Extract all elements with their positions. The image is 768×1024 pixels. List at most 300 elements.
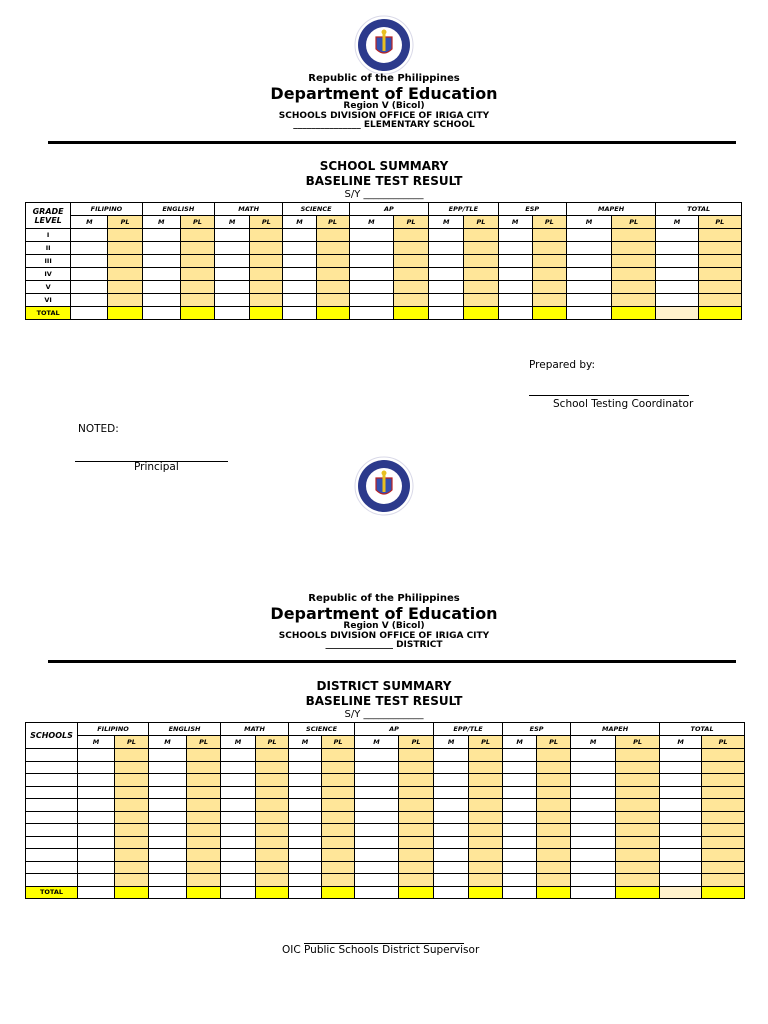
total-m-cell xyxy=(215,307,250,320)
pl-cell xyxy=(702,874,745,887)
m-cell xyxy=(78,786,115,799)
pl-cell xyxy=(616,861,660,874)
total-pl-cell xyxy=(399,886,434,899)
m-cell xyxy=(656,294,698,307)
m-cell xyxy=(355,774,399,787)
table-row xyxy=(26,874,745,887)
pl-header: PL xyxy=(180,216,214,229)
m-cell xyxy=(78,849,115,862)
pl-cell xyxy=(115,836,149,849)
pl-cell xyxy=(393,242,428,255)
pl-cell xyxy=(464,281,498,294)
pl-cell xyxy=(322,799,355,812)
m-cell xyxy=(349,268,393,281)
subject-header: TOTAL xyxy=(656,203,742,216)
supervisor-label: OIC Public Schools District Supervisor xyxy=(282,944,480,956)
m-cell xyxy=(503,811,537,824)
m-header: M xyxy=(566,216,611,229)
m-header: M xyxy=(149,736,187,749)
pl-cell xyxy=(532,242,566,255)
pl-header: PL xyxy=(108,216,142,229)
m-cell xyxy=(78,761,115,774)
pl-cell xyxy=(250,268,283,281)
m-cell xyxy=(142,268,180,281)
pl-cell xyxy=(532,229,566,242)
pl-header: PL xyxy=(256,736,289,749)
m-header: M xyxy=(571,736,616,749)
table-row xyxy=(26,761,745,774)
pl-cell xyxy=(256,861,289,874)
m-cell xyxy=(434,799,469,812)
pl-cell xyxy=(616,849,660,862)
pl-cell xyxy=(698,294,741,307)
pl-cell xyxy=(469,786,503,799)
pl-cell xyxy=(180,281,214,294)
m-cell xyxy=(349,294,393,307)
m-header: M xyxy=(355,736,399,749)
m-header: M xyxy=(71,216,108,229)
m-cell xyxy=(215,268,250,281)
m-cell xyxy=(503,774,537,787)
total-m-cell xyxy=(503,886,537,899)
m-cell xyxy=(283,255,316,268)
table-row xyxy=(26,268,742,281)
pl-cell xyxy=(316,255,349,268)
header-row xyxy=(26,723,745,736)
pl-cell xyxy=(537,811,571,824)
subject-header: MATH xyxy=(215,203,283,216)
pl-cell xyxy=(702,849,745,862)
table-row xyxy=(26,281,742,294)
total-m-cell xyxy=(142,307,180,320)
m-cell xyxy=(355,761,399,774)
m-cell xyxy=(289,799,322,812)
m-cell xyxy=(503,849,537,862)
m-cell xyxy=(571,786,616,799)
pl-cell xyxy=(399,836,434,849)
m-cell xyxy=(503,799,537,812)
subject-header: EPP/TLE xyxy=(429,203,498,216)
pl-cell xyxy=(322,849,355,862)
m-cell xyxy=(289,761,322,774)
pl-cell xyxy=(316,268,349,281)
m-cell xyxy=(215,229,250,242)
row-label xyxy=(26,799,78,812)
subject-header: ENGLISH xyxy=(149,723,221,736)
pl-cell xyxy=(612,281,656,294)
republic-label: Republic of the Philippines xyxy=(308,73,460,84)
pl-cell xyxy=(399,761,434,774)
m-cell xyxy=(221,824,256,837)
m-cell xyxy=(355,824,399,837)
subject-header: TOTAL xyxy=(660,723,745,736)
subheader-row xyxy=(26,216,742,229)
republic-label: Republic of the Philippines xyxy=(308,593,460,604)
pl-cell xyxy=(698,255,741,268)
deped-seal-icon xyxy=(354,456,414,516)
total-m-cell xyxy=(566,307,611,320)
m-cell xyxy=(660,849,702,862)
subject-header: MATH xyxy=(221,723,289,736)
row-label xyxy=(26,774,78,787)
m-cell xyxy=(289,749,322,762)
pl-cell xyxy=(250,294,283,307)
pl-cell xyxy=(187,786,221,799)
pl-cell xyxy=(537,874,571,887)
m-cell xyxy=(503,761,537,774)
m-cell xyxy=(571,749,616,762)
pl-cell xyxy=(250,229,283,242)
pl-cell xyxy=(108,294,142,307)
m-cell xyxy=(289,786,322,799)
subject-header: AP xyxy=(355,723,434,736)
row-label xyxy=(26,786,78,799)
pl-cell xyxy=(399,774,434,787)
pl-cell xyxy=(316,294,349,307)
pl-cell xyxy=(115,786,149,799)
pl-cell xyxy=(537,824,571,837)
pl-header: PL xyxy=(464,216,498,229)
m-cell xyxy=(149,824,187,837)
table-row xyxy=(26,242,742,255)
m-cell xyxy=(566,255,611,268)
pl-cell xyxy=(399,799,434,812)
total-m-cell xyxy=(71,307,108,320)
m-header: M xyxy=(289,736,322,749)
pl-cell xyxy=(256,811,289,824)
m-cell xyxy=(149,874,187,887)
pl-cell xyxy=(115,774,149,787)
pl-cell xyxy=(316,242,349,255)
pl-cell xyxy=(399,861,434,874)
pl-cell xyxy=(316,281,349,294)
pl-cell xyxy=(393,229,428,242)
pl-cell xyxy=(616,786,660,799)
pl-cell xyxy=(256,824,289,837)
total-pl-cell xyxy=(532,307,566,320)
school-summary-subtitle: BASELINE TEST RESULT xyxy=(305,174,463,188)
row-label xyxy=(26,836,78,849)
row-label xyxy=(26,749,78,762)
m-cell xyxy=(78,811,115,824)
pl-cell xyxy=(532,255,566,268)
m-cell xyxy=(571,861,616,874)
pl-header: PL xyxy=(322,736,355,749)
deped-seal-icon xyxy=(354,15,414,75)
pl-cell xyxy=(187,824,221,837)
table-row xyxy=(26,824,745,837)
pl-cell xyxy=(108,268,142,281)
pl-cell xyxy=(469,811,503,824)
department-title: Department of Education xyxy=(270,603,498,623)
m-cell xyxy=(71,255,108,268)
row-label xyxy=(26,824,78,837)
pl-cell xyxy=(537,749,571,762)
total-pl-cell xyxy=(108,307,142,320)
m-cell xyxy=(660,749,702,762)
school-year-field: S/Y ____________ xyxy=(344,709,424,720)
region-label: Region V (Bicol) xyxy=(343,621,425,632)
total-m-cell xyxy=(656,307,698,320)
pl-header: PL xyxy=(698,216,741,229)
m-cell xyxy=(660,874,702,887)
pl-cell xyxy=(108,255,142,268)
m-cell xyxy=(434,786,469,799)
pl-cell xyxy=(399,786,434,799)
pl-cell xyxy=(187,761,221,774)
m-cell xyxy=(78,774,115,787)
m-cell xyxy=(434,824,469,837)
m-cell xyxy=(283,281,316,294)
m-header: M xyxy=(142,216,180,229)
total-m-cell xyxy=(660,886,702,899)
department-title: Department of Education xyxy=(270,83,498,103)
pl-cell xyxy=(322,749,355,762)
total-m-cell xyxy=(355,886,399,899)
pl-cell xyxy=(115,874,149,887)
pl-cell xyxy=(180,255,214,268)
m-cell xyxy=(566,242,611,255)
table-row xyxy=(26,294,742,307)
row-label xyxy=(26,811,78,824)
pl-cell xyxy=(322,786,355,799)
subject-header: SCIENCE xyxy=(283,203,349,216)
total-m-cell xyxy=(434,886,469,899)
pl-cell xyxy=(250,242,283,255)
school-year-field: S/Y ____________ xyxy=(344,189,424,200)
pl-cell xyxy=(256,786,289,799)
m-cell xyxy=(355,874,399,887)
total-pl-cell xyxy=(616,886,660,899)
m-header: M xyxy=(221,736,256,749)
pl-cell xyxy=(537,861,571,874)
header-divider xyxy=(48,660,736,663)
m-cell xyxy=(656,268,698,281)
table-row xyxy=(26,849,745,862)
m-cell xyxy=(289,836,322,849)
m-cell xyxy=(660,786,702,799)
row-label xyxy=(26,849,78,862)
region-label: Region V (Bicol) xyxy=(343,101,425,112)
m-cell xyxy=(221,786,256,799)
m-cell xyxy=(355,836,399,849)
m-cell xyxy=(429,255,464,268)
pl-cell xyxy=(180,268,214,281)
pl-cell xyxy=(322,861,355,874)
pl-cell xyxy=(399,824,434,837)
m-cell xyxy=(660,799,702,812)
pl-header: PL xyxy=(187,736,221,749)
pl-cell xyxy=(464,229,498,242)
m-cell xyxy=(429,281,464,294)
subheader-row xyxy=(26,736,745,749)
m-header: M xyxy=(434,736,469,749)
pl-cell xyxy=(187,774,221,787)
m-cell xyxy=(142,229,180,242)
pl-cell xyxy=(464,294,498,307)
pl-cell xyxy=(393,255,428,268)
m-cell xyxy=(142,255,180,268)
pl-cell xyxy=(180,229,214,242)
pl-cell xyxy=(256,749,289,762)
total-label: TOTAL xyxy=(26,886,78,899)
m-cell xyxy=(349,281,393,294)
m-header: M xyxy=(656,216,698,229)
m-cell xyxy=(149,811,187,824)
m-cell xyxy=(498,281,532,294)
pl-cell xyxy=(612,268,656,281)
m-cell xyxy=(289,811,322,824)
row-label: III xyxy=(26,255,71,268)
m-cell xyxy=(289,774,322,787)
total-m-cell xyxy=(571,886,616,899)
m-cell xyxy=(221,836,256,849)
m-cell xyxy=(656,255,698,268)
total-m-cell xyxy=(498,307,532,320)
pl-cell xyxy=(616,836,660,849)
row-label: V xyxy=(26,281,71,294)
m-cell xyxy=(571,799,616,812)
m-cell xyxy=(78,861,115,874)
total-pl-cell xyxy=(115,886,149,899)
pl-cell xyxy=(702,836,745,849)
school-summary-title: SCHOOL SUMMARY xyxy=(319,159,449,173)
m-cell xyxy=(283,242,316,255)
pl-cell xyxy=(469,874,503,887)
first-column-header: GRADE LEVEL xyxy=(26,203,71,229)
pl-cell xyxy=(180,242,214,255)
m-header: M xyxy=(215,216,250,229)
m-cell xyxy=(149,761,187,774)
pl-cell xyxy=(256,774,289,787)
m-cell xyxy=(429,268,464,281)
pl-cell xyxy=(399,811,434,824)
pl-cell xyxy=(702,824,745,837)
total-pl-cell xyxy=(464,307,498,320)
m-header: M xyxy=(283,216,316,229)
m-cell xyxy=(571,774,616,787)
pl-cell xyxy=(469,749,503,762)
subject-header: SCIENCE xyxy=(289,723,355,736)
pl-cell xyxy=(399,874,434,887)
total-pl-cell xyxy=(469,886,503,899)
m-cell xyxy=(149,836,187,849)
total-m-cell xyxy=(349,307,393,320)
m-cell xyxy=(71,268,108,281)
m-cell xyxy=(656,229,698,242)
pl-cell xyxy=(469,824,503,837)
prepared-by-label: Prepared by: xyxy=(529,359,595,371)
school-name-line: _______________ ELEMENTARY SCHOOL xyxy=(293,120,475,131)
table-row xyxy=(26,811,745,824)
principal-label: Principal xyxy=(134,461,179,473)
m-cell xyxy=(498,242,532,255)
row-label: I xyxy=(26,229,71,242)
pl-cell xyxy=(393,281,428,294)
m-cell xyxy=(355,786,399,799)
pl-cell xyxy=(532,294,566,307)
pl-cell xyxy=(537,761,571,774)
m-cell xyxy=(221,849,256,862)
m-cell xyxy=(498,268,532,281)
m-cell xyxy=(78,824,115,837)
coordinator-signature-line xyxy=(529,395,689,396)
pl-cell xyxy=(702,749,745,762)
pl-cell xyxy=(115,761,149,774)
row-label xyxy=(26,874,78,887)
pl-header: PL xyxy=(537,736,571,749)
total-m-cell xyxy=(149,886,187,899)
table-row xyxy=(26,799,745,812)
m-cell xyxy=(283,268,316,281)
pl-cell xyxy=(537,849,571,862)
m-cell xyxy=(571,824,616,837)
table-row xyxy=(26,836,745,849)
district-summary-table xyxy=(25,722,745,899)
subject-header: FILIPINO xyxy=(71,203,142,216)
m-cell xyxy=(660,836,702,849)
m-header: M xyxy=(498,216,532,229)
m-cell xyxy=(289,874,322,887)
m-cell xyxy=(215,255,250,268)
total-pl-cell xyxy=(537,886,571,899)
table-row xyxy=(26,749,745,762)
pl-cell xyxy=(702,774,745,787)
m-cell xyxy=(503,836,537,849)
pl-cell xyxy=(537,799,571,812)
total-pl-cell xyxy=(612,307,656,320)
m-cell xyxy=(71,281,108,294)
m-cell xyxy=(349,242,393,255)
division-label: SCHOOLS DIVISION OFFICE OF IRIGA CITY xyxy=(278,630,490,641)
pl-cell xyxy=(469,861,503,874)
coordinator-label: School Testing Coordinator xyxy=(553,398,694,410)
pl-cell xyxy=(256,836,289,849)
m-cell xyxy=(221,799,256,812)
total-m-cell xyxy=(221,886,256,899)
total-pl-cell xyxy=(187,886,221,899)
pl-cell xyxy=(108,281,142,294)
pl-cell xyxy=(537,774,571,787)
subject-header: ESP xyxy=(503,723,571,736)
m-cell xyxy=(656,242,698,255)
pl-cell xyxy=(612,229,656,242)
pl-cell xyxy=(616,874,660,887)
total-pl-cell xyxy=(256,886,289,899)
m-cell xyxy=(434,874,469,887)
division-label: SCHOOLS DIVISION OFFICE OF IRIGA CITY xyxy=(278,110,490,121)
pl-cell xyxy=(464,268,498,281)
total-pl-cell xyxy=(316,307,349,320)
m-cell xyxy=(566,229,611,242)
pl-cell xyxy=(464,242,498,255)
subject-header: ENGLISH xyxy=(142,203,214,216)
m-cell xyxy=(571,761,616,774)
m-header: M xyxy=(78,736,115,749)
pl-cell xyxy=(532,281,566,294)
pl-cell xyxy=(698,229,741,242)
school-summary-table xyxy=(25,202,742,320)
m-cell xyxy=(434,836,469,849)
m-cell xyxy=(283,229,316,242)
m-cell xyxy=(355,799,399,812)
pl-cell xyxy=(322,836,355,849)
m-cell xyxy=(660,811,702,824)
pl-cell xyxy=(187,749,221,762)
table-row xyxy=(26,229,742,242)
pl-cell xyxy=(393,294,428,307)
row-label xyxy=(26,761,78,774)
